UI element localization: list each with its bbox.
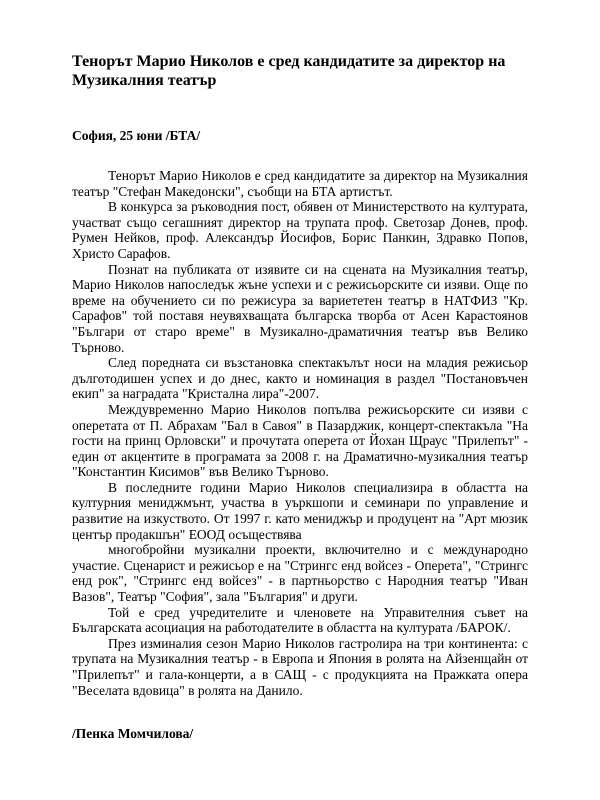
paragraph: Междувременно Марио Николов попълва режисьорските си изяви с оперетата от П. Абрахам "Бал в Савоя" в Пазарджик, концерт-спектакъла "На гости на принц Орловски" и прочутата оперета от Йохан Щраус "Прилепът" - един от акцентите в програмата за 2008 г. на Драматично-музикалния театър "Константин Кисимов" във Велико Търново. (72, 401, 528, 480)
dateline: София, 25 юни /БТА/ (72, 128, 201, 143)
author-signature: /Пенка Момчилова/ (72, 726, 194, 742)
paragraph: многобройни музикални проекти, включително и с международно участие. Сценарист и режисьор е на "Стрингс енд войсез - Оперета", "Стрингс енд рок", "Стрингс енд войсез" - в партньорство с Народния театър "Иван Вазов", Театър "София", зала "България" и други. (72, 542, 528, 605)
paragraph: След поредната си възстановка спектакълът носи на младия режисьор дълготодишен успех и до днес, както и номинация в раздел "Постановъчен екип" за наградата "Кристална лира"-2007. (72, 355, 528, 402)
document-page (72, 52, 528, 742)
paragraph: В конкурса за ръководния пост, обявен от Министерството на културата, участват също сегашният директор на трупата проф. Светозар Донев, проф. Румен Нейков, проф. Александър Йосифов, Борис Панкин, Здравко Попов, Христо Сарафов. (72, 199, 528, 261)
article-title: Тенорът Марио Николов е сред кандидатите за директор на Музикалния театър (72, 53, 506, 89)
paragraph: В последните години Марио Николов специализира в областта на културния мениджмънт, участва в уъркшопи и семинари по управление и развитие на изкуството. От 1997 г. като мениджър и продуцент на "Арт мюзик център продакшън" ЕООД осъществява (72, 479, 528, 542)
paragraph: Той е сред учредителите и членовете на Управителния съвет на Българската асоциация на работодателите в областта на културата /БАРОК/. (72, 604, 528, 636)
paragraph: През изминалия сезон Марио Николов гастролира на три континента: с трупата на Музикалния театър - в Европа и Япония в ролята на Айзенщайн от "Прилепът" и гала-концерти, а в САЩ - с продукцията на Пражката опера "Веселата вдовица" в ролята на Данило. (72, 635, 528, 698)
paragraph: Познат на публиката от изявите си на сцената на Музикалния театър, Марио Николов напоследък жъне успехи и с режисьорските си изяви. Още по време на обучението си по режисура за вариететен театър в НАТФИЗ "Кр. Сарафов" той поставя неувяхващата българска творба от Асен Карастоянов "Българи от старо време" в Музикално-драматичния театър във Велико Търново. (72, 261, 528, 355)
article-body (72, 168, 528, 698)
paragraph: Тенорът Марио Николов е сред кандидатите за директор на Музикалния театър "Стефан Македонски", съобщи на БТА артистът. (72, 168, 528, 199)
